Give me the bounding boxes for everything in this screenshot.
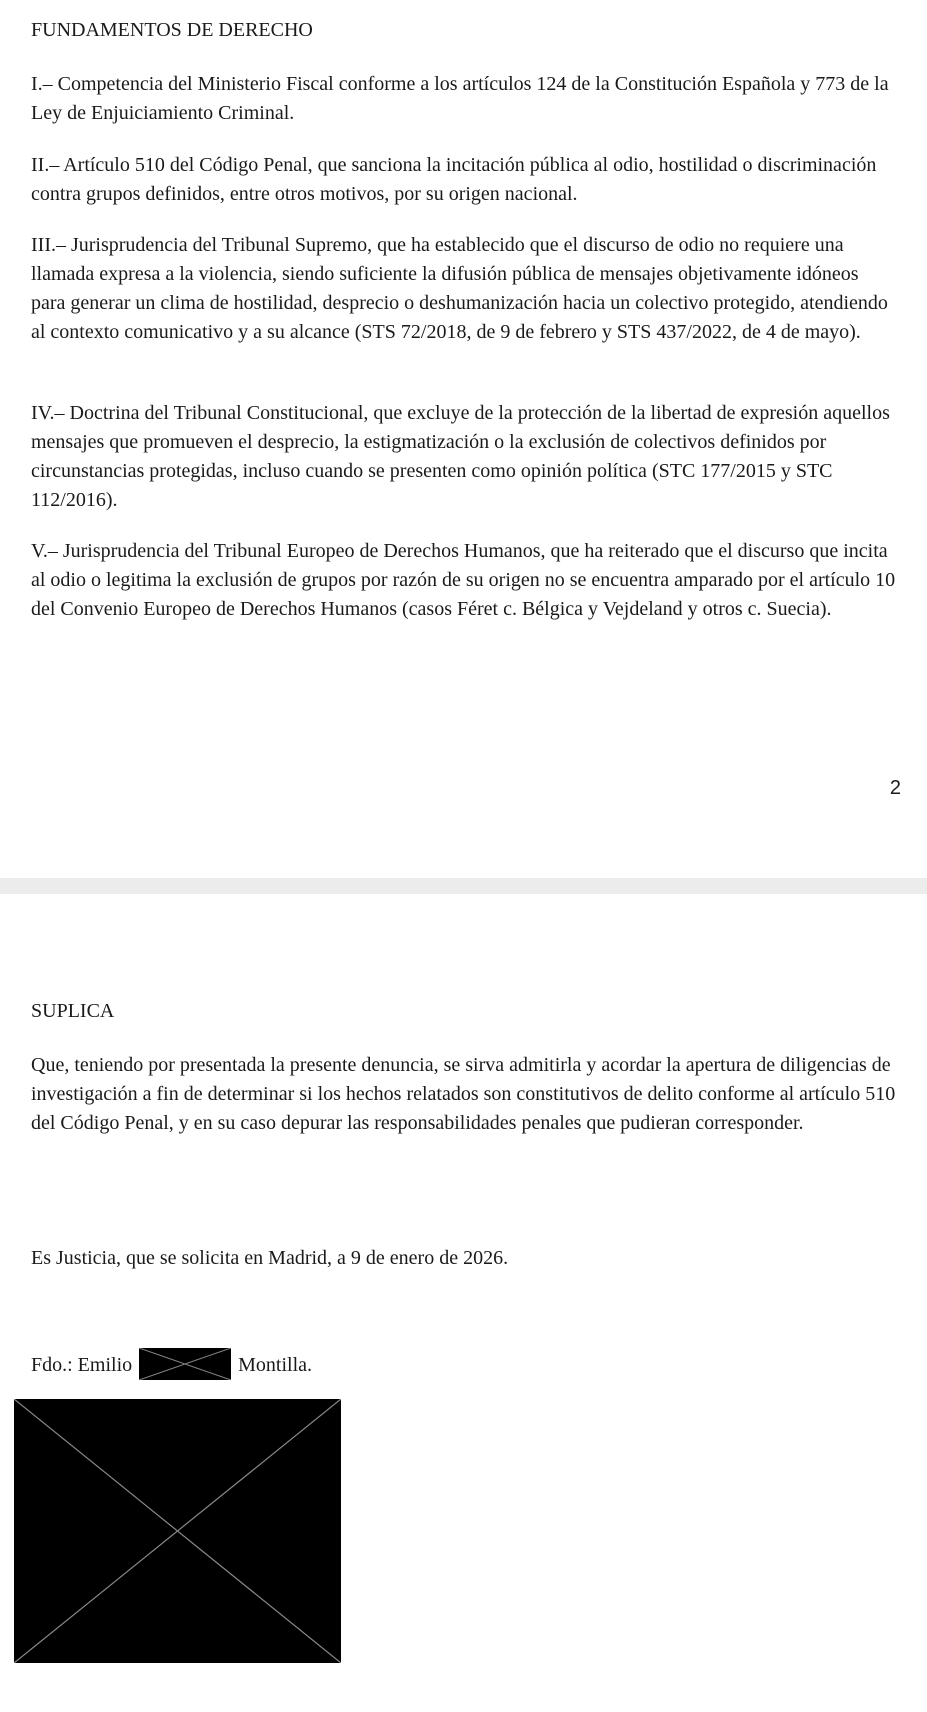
fundamento-paragraph-4: IV.– Doctrina del Tribunal Constitucional, que excluye de la protección de la libertad de expresión aquellos mensajes que promueven el desprecio, la estigmatización o la exclusión de colectivos definidos por circunstancias protegidas, incluso cuando se presenten como opinión política (STC 177/2015 y STC 112/2016).	[31, 402, 890, 511]
petition-paragraph: Que, teniendo por presentada la presente denuncia, se sirva admitirla y acordar la apertura de diligencias de investigación a fin de determinar si los hechos relatados son constitutivos de delito conforme al artículo 510 del Código Penal, y en su caso depurar las responsabilidades penales que pudieran corresponder.	[31, 1054, 896, 1134]
page-separator	[0, 878, 927, 894]
signature-prefix: Fdo.: Emilio	[31, 1354, 133, 1376]
fundamento-paragraph-5: V.– Jurisprudencia del Tribunal Europeo de Derechos Humanos, que ha reiterado que el discurso que incita al odio o legitima la exclusión de grupos por razón de su origen no se encuentra amparado por el artículo 10 del Convenio Europeo de Derechos Humanos (casos Féret c. Bélgica y Vejdeland y otros c. Suecia).	[31, 540, 896, 620]
signature-line	[31, 1348, 312, 1380]
section-heading-fundamentos: FUNDAMENTOS DE DERECHO	[31, 19, 313, 41]
fundamento-paragraph-1: I.– Competencia del Ministerio Fiscal conforme a los artículos 124 de la Constitución Española y 773 de la Ley de Enjuiciamiento Criminal.	[31, 73, 889, 124]
redacted-signature-image	[14, 1399, 341, 1663]
section-heading-suplica: SUPLICA	[31, 1000, 115, 1022]
page-number: 2	[889, 777, 901, 799]
fundamento-paragraph-2: II.– Artículo 510 del Código Penal, que sanciona la incitación pública al odio, hostilidad o discriminación contra grupos definidos, entre otros motivos, por su origen nacional.	[31, 154, 877, 205]
fundamento-paragraph-3: III.– Jurisprudencia del Tribunal Supremo, que ha establecido que el discurso de odio no requiere una llamada expresa a la violencia, siendo suficiente la difusión pública de mensajes objetivamente idóneos para generar un clima de hostilidad, desprecio o deshumanización hacia un colectivo protegido, atendiendo al contexto comunicativo y a su alcance (STS 72/2018, de 9 de febrero y STS 437/2022, de 4 de mayo).	[31, 234, 888, 343]
closing-line: Es Justicia, que se solicita en Madrid, a 9 de enero de 2026.	[31, 1247, 509, 1269]
signature-suffix: Montilla.	[238, 1354, 313, 1376]
redacted-surname-box	[139, 1348, 231, 1380]
